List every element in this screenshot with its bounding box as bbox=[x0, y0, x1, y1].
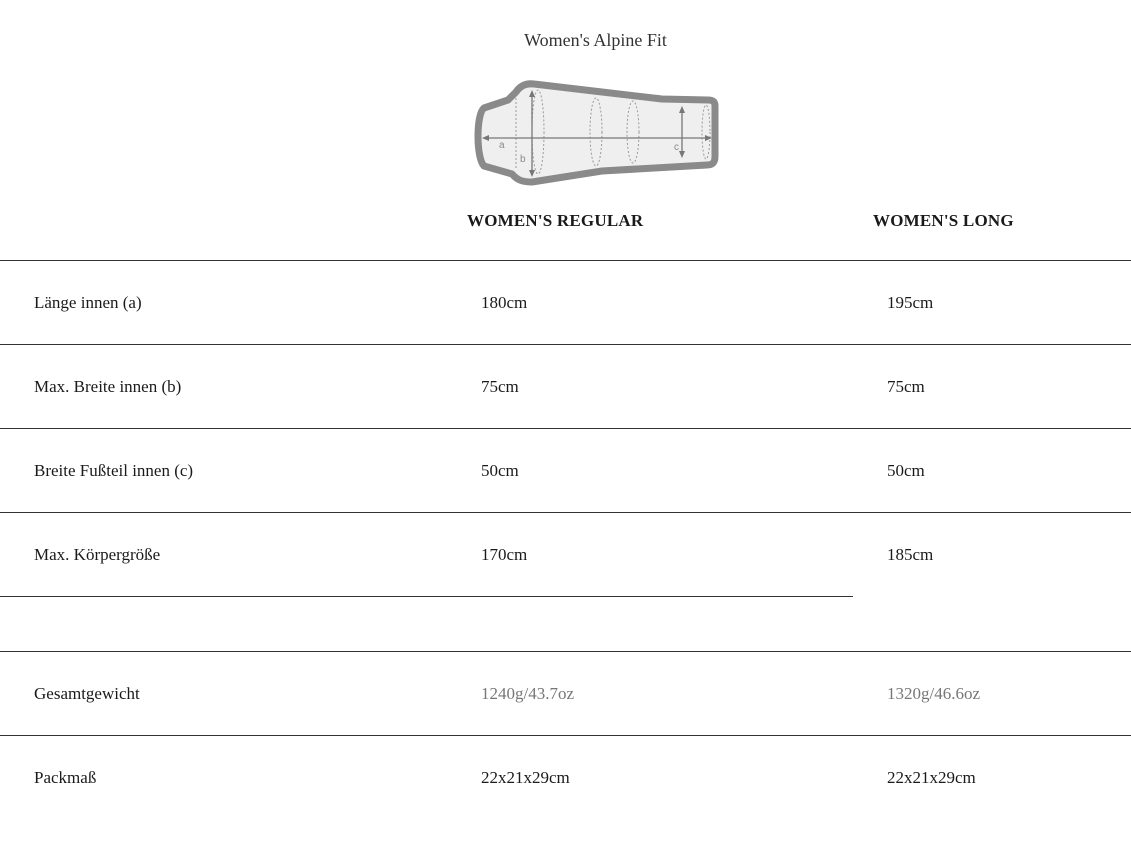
column-header-womens-regular: WOMEN'S REGULAR bbox=[467, 211, 644, 230]
diagram-label-b: b bbox=[520, 154, 526, 165]
column-header-womens-long: WOMEN'S LONG bbox=[873, 211, 1014, 230]
long-value: 185cm bbox=[887, 545, 934, 564]
table-row bbox=[0, 652, 1131, 736]
sleeping-bag-diagram bbox=[472, 78, 722, 188]
regular-value: 22x21x29cm bbox=[481, 768, 570, 787]
long-value: 50cm bbox=[887, 461, 925, 480]
page-title: Women's Alpine Fit bbox=[524, 30, 667, 50]
long-value: 1320g/46.6oz bbox=[887, 684, 981, 703]
regular-value: 75cm bbox=[481, 377, 519, 396]
row-label: Max. Körpergröße bbox=[34, 545, 161, 564]
regular-value: 50cm bbox=[481, 461, 519, 480]
diagram-label-c: c bbox=[674, 142, 679, 153]
diagram-label-a: a bbox=[499, 140, 505, 151]
row-label: Max. Breite innen (b) bbox=[34, 377, 182, 396]
table-row bbox=[0, 736, 1131, 820]
table-row bbox=[0, 345, 1131, 429]
long-value: 195cm bbox=[887, 293, 934, 312]
row-label: Breite Fußteil innen (c) bbox=[34, 461, 194, 480]
row-label: Gesamtgewicht bbox=[34, 684, 140, 703]
table-row bbox=[0, 429, 1131, 513]
long-value: 75cm bbox=[887, 377, 925, 396]
row-label: Packmaß bbox=[34, 768, 97, 787]
regular-value: 1240g/43.7oz bbox=[481, 684, 575, 703]
long-value: 22x21x29cm bbox=[887, 768, 976, 787]
table-row bbox=[0, 261, 1131, 345]
regular-value: 170cm bbox=[481, 545, 528, 564]
row-label: Länge innen (a) bbox=[34, 293, 142, 312]
table-row bbox=[0, 513, 1131, 597]
regular-value: 180cm bbox=[481, 293, 528, 312]
